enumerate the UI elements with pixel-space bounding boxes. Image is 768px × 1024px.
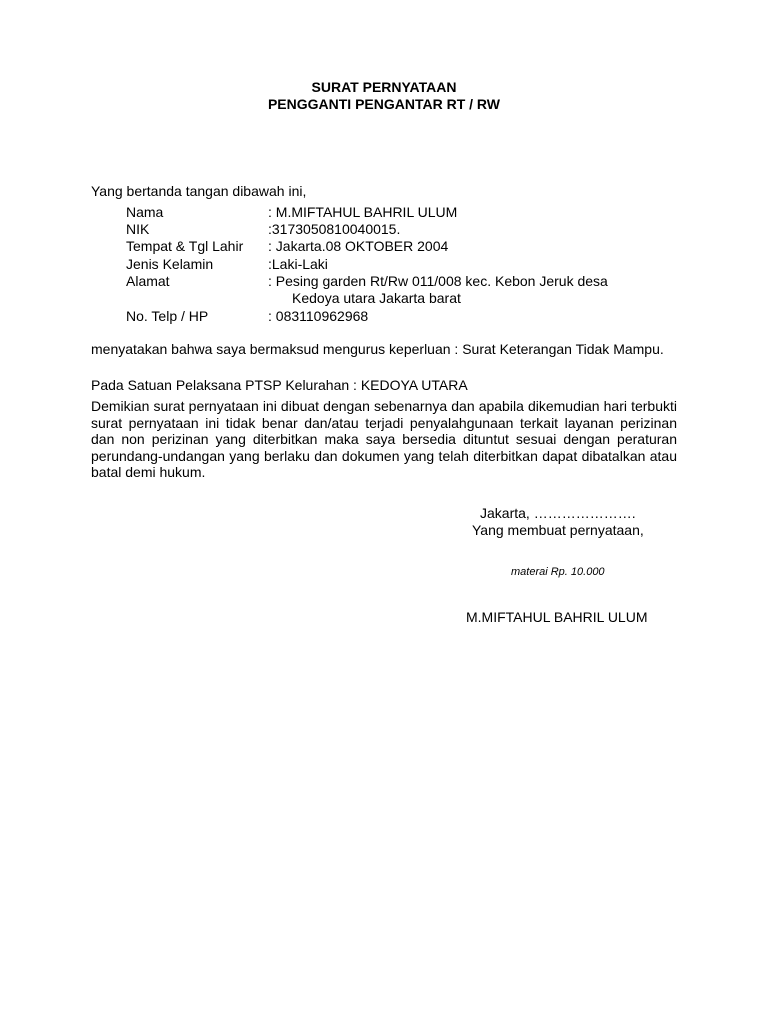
maker-label: Yang membuat pernyataan, bbox=[472, 522, 644, 538]
purpose-paragraph: menyatakan bahwa saya bermaksud mengurus keperluan : Surat Keterangan Tidak Mampu. bbox=[91, 341, 664, 357]
address-line-2: Kedoya utara Jakarta barat bbox=[292, 290, 461, 306]
field-label: Nama bbox=[126, 204, 164, 220]
field-value: :Laki-Laki bbox=[268, 256, 328, 272]
document-title: SURAT PERNYATAAN bbox=[311, 79, 457, 95]
signer-name: M.MIFTAHUL BAHRIL ULUM bbox=[466, 609, 648, 625]
document-subtitle: PENGGANTI PENGANTAR RT / RW bbox=[267, 96, 501, 112]
field-value: : Pesing garden Rt/Rw 011/008 kec. Kebon Jeruk desa bbox=[268, 273, 608, 289]
field-value: : 083110962968 bbox=[268, 308, 369, 324]
field-label: Jenis Kelamin bbox=[126, 256, 214, 272]
city-date: Jakarta, …………………. bbox=[480, 505, 636, 521]
field-value: :3173050810040015. bbox=[268, 221, 401, 237]
field-value: : Jakarta.08 OKTOBER 2004 bbox=[268, 238, 449, 254]
field-label: Alamat bbox=[126, 273, 170, 289]
field-label: No. Telp / HP bbox=[126, 308, 209, 324]
field-label: NIK bbox=[126, 221, 150, 237]
office-paragraph: Pada Satuan Pelaksana PTSP Kelurahan : KEDOYA UTARA bbox=[91, 377, 468, 393]
field-value: : M.MIFTAHUL BAHRIL ULUM bbox=[268, 204, 458, 220]
statement-paragraph: Demikian surat pernyataan ini dibuat dengan sebenarnya dan apabila dikemudian hari terbukti surat pernyataan ini tidak benar dan/atau terjadi penyalahgunaan terkait layanan perizinan dan non perizinan yang diterbitkan maka saya bersedia dituntut sesuai dengan peraturan perundang-undangan yang berlaku dan dokumen yang telah diterbitkan dapat dibatalkan atau batal demi hukum. bbox=[91, 398, 677, 480]
intro-text: Yang bertanda tangan dibawah ini, bbox=[91, 183, 307, 199]
field-label: Tempat & Tgl Lahir bbox=[126, 238, 244, 254]
materai-stamp-note: materai Rp. 10.000 bbox=[511, 566, 605, 578]
